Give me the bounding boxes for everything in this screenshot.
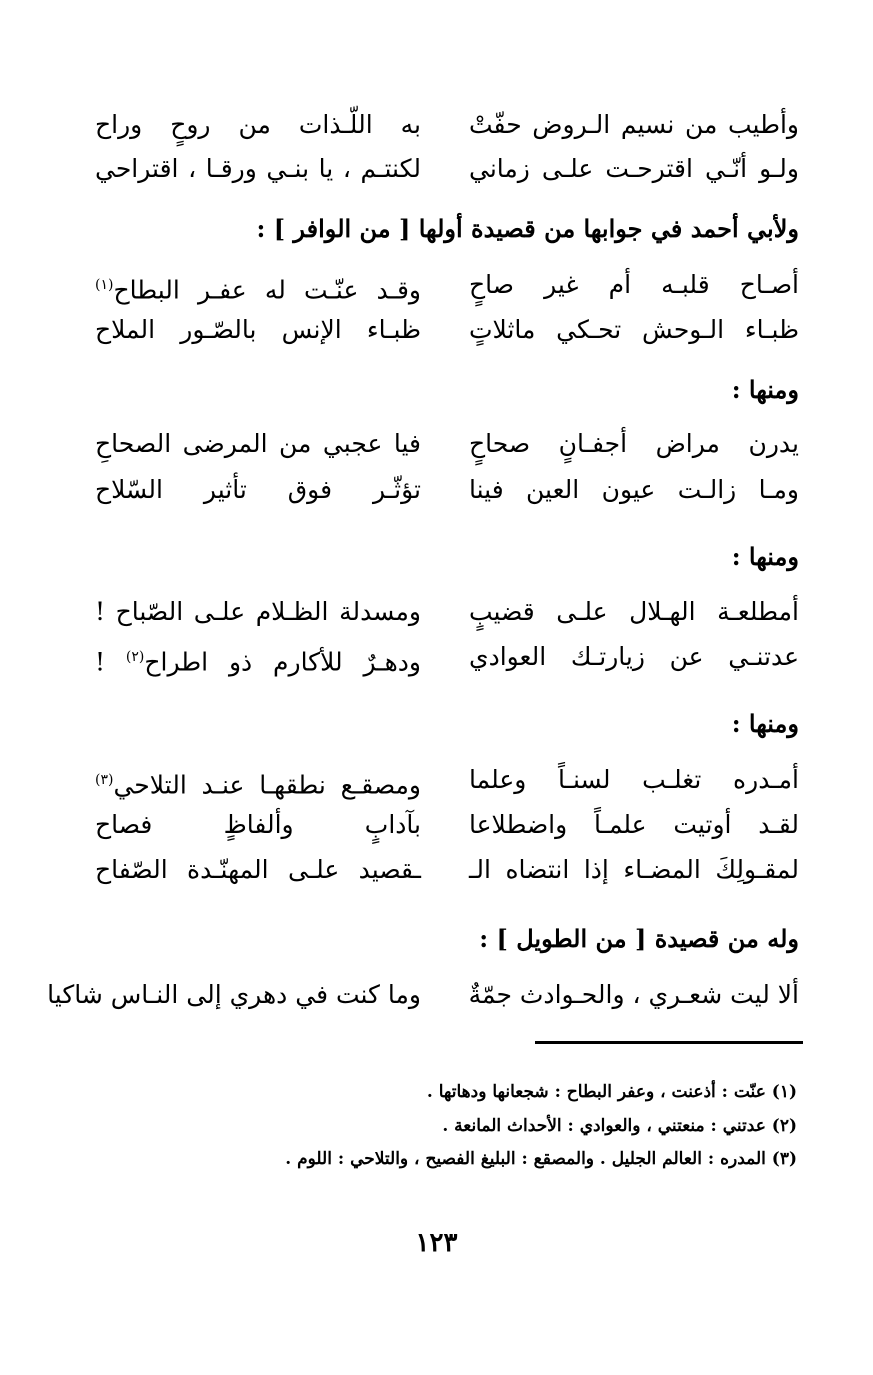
verse-hemistich-right: أصـاح قلبـه أم غير صاحٍ — [469, 270, 799, 299]
footnote-divider — [535, 1041, 803, 1044]
verse-hemistich-right: أمطلعـة الهـلال علـى قضيبٍ — [469, 597, 799, 626]
verse-hemistich-left — [95, 640, 421, 679]
verse-text: ودهـرٌ للأكارم ذو اطراح — [144, 647, 421, 677]
verse-hemistich-left: به اللّـذات من روحٍ وراح — [95, 110, 421, 139]
section-heading: ولأبي أحمد في جوابها من قصيدة أولها [ من الوافر ] : — [256, 214, 799, 243]
verse-hemistich-right: ألا ليت شعـري ، والحـوادث جمّةٌ — [468, 980, 799, 1009]
verse-hemistich-left: فيا عجبي من المرضى الصحاحِ — [95, 429, 421, 458]
verse-hemistich-left — [95, 763, 421, 802]
footnote-ref: (٣) — [95, 772, 114, 788]
page-number: ١٢٣ — [415, 1228, 458, 1258]
verse-hemistich-right: لمقـولِكَ المضـاء إذا انتضاه الـ — [469, 855, 799, 884]
verse-hemistich-left: بآدابٍ وألفاظٍ فصاح — [95, 810, 421, 839]
verse-text: وقـد عنّـت له عفـر البطاح — [113, 275, 421, 305]
verse-hemistich-right: عدتنـي عن زيارتـك العوادي — [469, 642, 799, 671]
verse-hemistich-left: ظبـاء الإنس بالصّـور الملاح — [95, 315, 421, 344]
section-heading: ومنها : — [731, 542, 799, 571]
verse-hemistich-right: ظبـاء الـوحش تحـكي ماثلاتٍ — [469, 315, 799, 344]
verse-hemistich-left: ومسدلة الظـلام علـى الصّباح ! — [95, 597, 421, 626]
verse-hemistich-right: ومـا زالـت عيون العين فينا — [469, 475, 799, 504]
section-heading: ومنها : — [731, 375, 799, 404]
verse-hemistich-right: ولـو أنّـي اقترحـت علـى زماني — [469, 154, 799, 183]
verse-hemistich-left: ـقصيد علـى المهنّـدة الصّفاح — [95, 855, 421, 884]
footnote-ref: (٢) — [125, 649, 145, 665]
verse-tail: ! — [95, 647, 126, 677]
footnote-ref: (١) — [95, 277, 114, 293]
verse-hemistich-right: لقـد أوتيت علمـاً واضطلاعا — [469, 810, 799, 839]
footnote: (١) عنّت : أذعنت ، وعفر البطاح : شجعانها ودهاتها . — [426, 1082, 797, 1102]
verse-hemistich-right: أمـدره تغلـب لسنـاً وعلما — [469, 765, 799, 794]
footnote: (٣) المدره : العالم الجليل . والمصقع : البليغ الفصيح ، والتلاحي : اللوم . — [285, 1149, 797, 1169]
section-heading: وله من قصيدة [ من الطويل ] : — [479, 924, 799, 953]
verse-hemistich-left: تؤثّـر فوق تأثير السّلاح — [95, 475, 421, 504]
verse-hemistich-left: وما كنت في دهري إلى النـاس شاكيا — [47, 980, 421, 1009]
verse-text: ومصقـع نطقهـا عنـد التلاحي — [113, 770, 421, 800]
verse-hemistich-right: وأطيب من نسيم الـروض حفّتْ — [469, 110, 799, 139]
verse-hemistich-left: لكنتـم ، يا بنـي ورقـا ، اقتراحي — [95, 154, 421, 183]
verse-hemistich-left — [95, 268, 421, 307]
verse-hemistich-right: يدرن مراض أجفـانٍ صحاحٍ — [469, 429, 799, 458]
section-heading: ومنها : — [731, 709, 799, 738]
footnote: (٢) عدتني : منعتني ، والعوادي : الأحداث المانعة . — [442, 1116, 797, 1136]
